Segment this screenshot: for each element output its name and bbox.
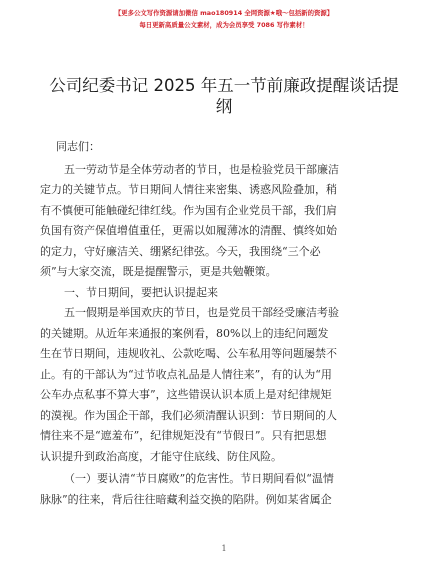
paragraph-1-line: 五一劳动节是全体劳动者的节日，也是检验党员干部廉洁: [64, 162, 339, 176]
paragraph-2-line: 认识提升到政治高度，才能守住底线、防住风险。: [40, 449, 282, 463]
paragraph-2-line: 公车办点私事不算大事”，这些错误认识本质上是对纪律规矩: [40, 388, 332, 401]
promo-banner-line-2: 每日更新高质量公文素材，成为会员享受 7086 写作素材！: [139, 21, 309, 29]
document-body: [40, 137, 394, 510]
title-line-2: 纲: [215, 97, 233, 116]
paragraph-2-line: 的关键期。从近年来通报的案例看，80%以上的违纪问题发: [40, 326, 329, 340]
title-line-1: 公司纪委书记 2025 年五一节前廉政提醒谈话提: [49, 76, 399, 95]
salutation: 同志们：: [56, 140, 100, 153]
promo-banner-line-1: 【更多公文写作资源请加微信 mao180914 全网资源★哦～包括新的资源】: [114, 9, 334, 17]
paragraph-2-line: 情往来不是“遮羞布”，纪律规矩没有“节假日”。只有把思想: [40, 429, 327, 442]
document-title: [40, 75, 408, 117]
paragraph-1-line: 有不慎便可能触碰纪律红线。作为国有企业党员干部，我们肩: [40, 203, 337, 217]
paragraph-2-line: 五一假期是举国欢庆的节日，也是党员干部经受廉洁考验: [64, 306, 339, 319]
paragraph-1-line: 须”与大家交流，既是提醒警示，更是共勉鞭策。: [40, 265, 277, 278]
paragraph-1-line: 负国有资产保值增值重任，更需以如履薄冰的清醒、慎终如始: [40, 224, 337, 237]
paragraph-1-line: 的定力，守好廉洁关、绷紧纪律弦。今天，我围绕“三个必: [40, 244, 321, 258]
paragraph-2-line: 生在节日期间，违规收礼、公款吃喝、公车私用等问题屡禁不: [40, 347, 337, 360]
page-number: 1: [221, 544, 227, 553]
paragraph-2-line: 的漠视。作为国企干部，我们必须清醒认识到：节日期间的人: [40, 408, 337, 422]
paragraph-3-line: （一）要认清“节日腐败”的危害性。节日期间看似“温情: [64, 472, 334, 485]
section-heading-1: 一、节日期间，要把认识提起来: [64, 285, 218, 299]
paragraph-1-line: 定力的关键节点。节日期间人情往来密集、诱惑风险叠加，稍: [40, 183, 337, 196]
paragraph-3-line: 脉脉”的往来，背后往往暗藏利益交换的陷阱。例如某省属企: [40, 492, 332, 506]
paragraph-2-line: 止。有的干部认为“过节收点礼品是人情往来”，有的认为“用: [40, 367, 332, 381]
